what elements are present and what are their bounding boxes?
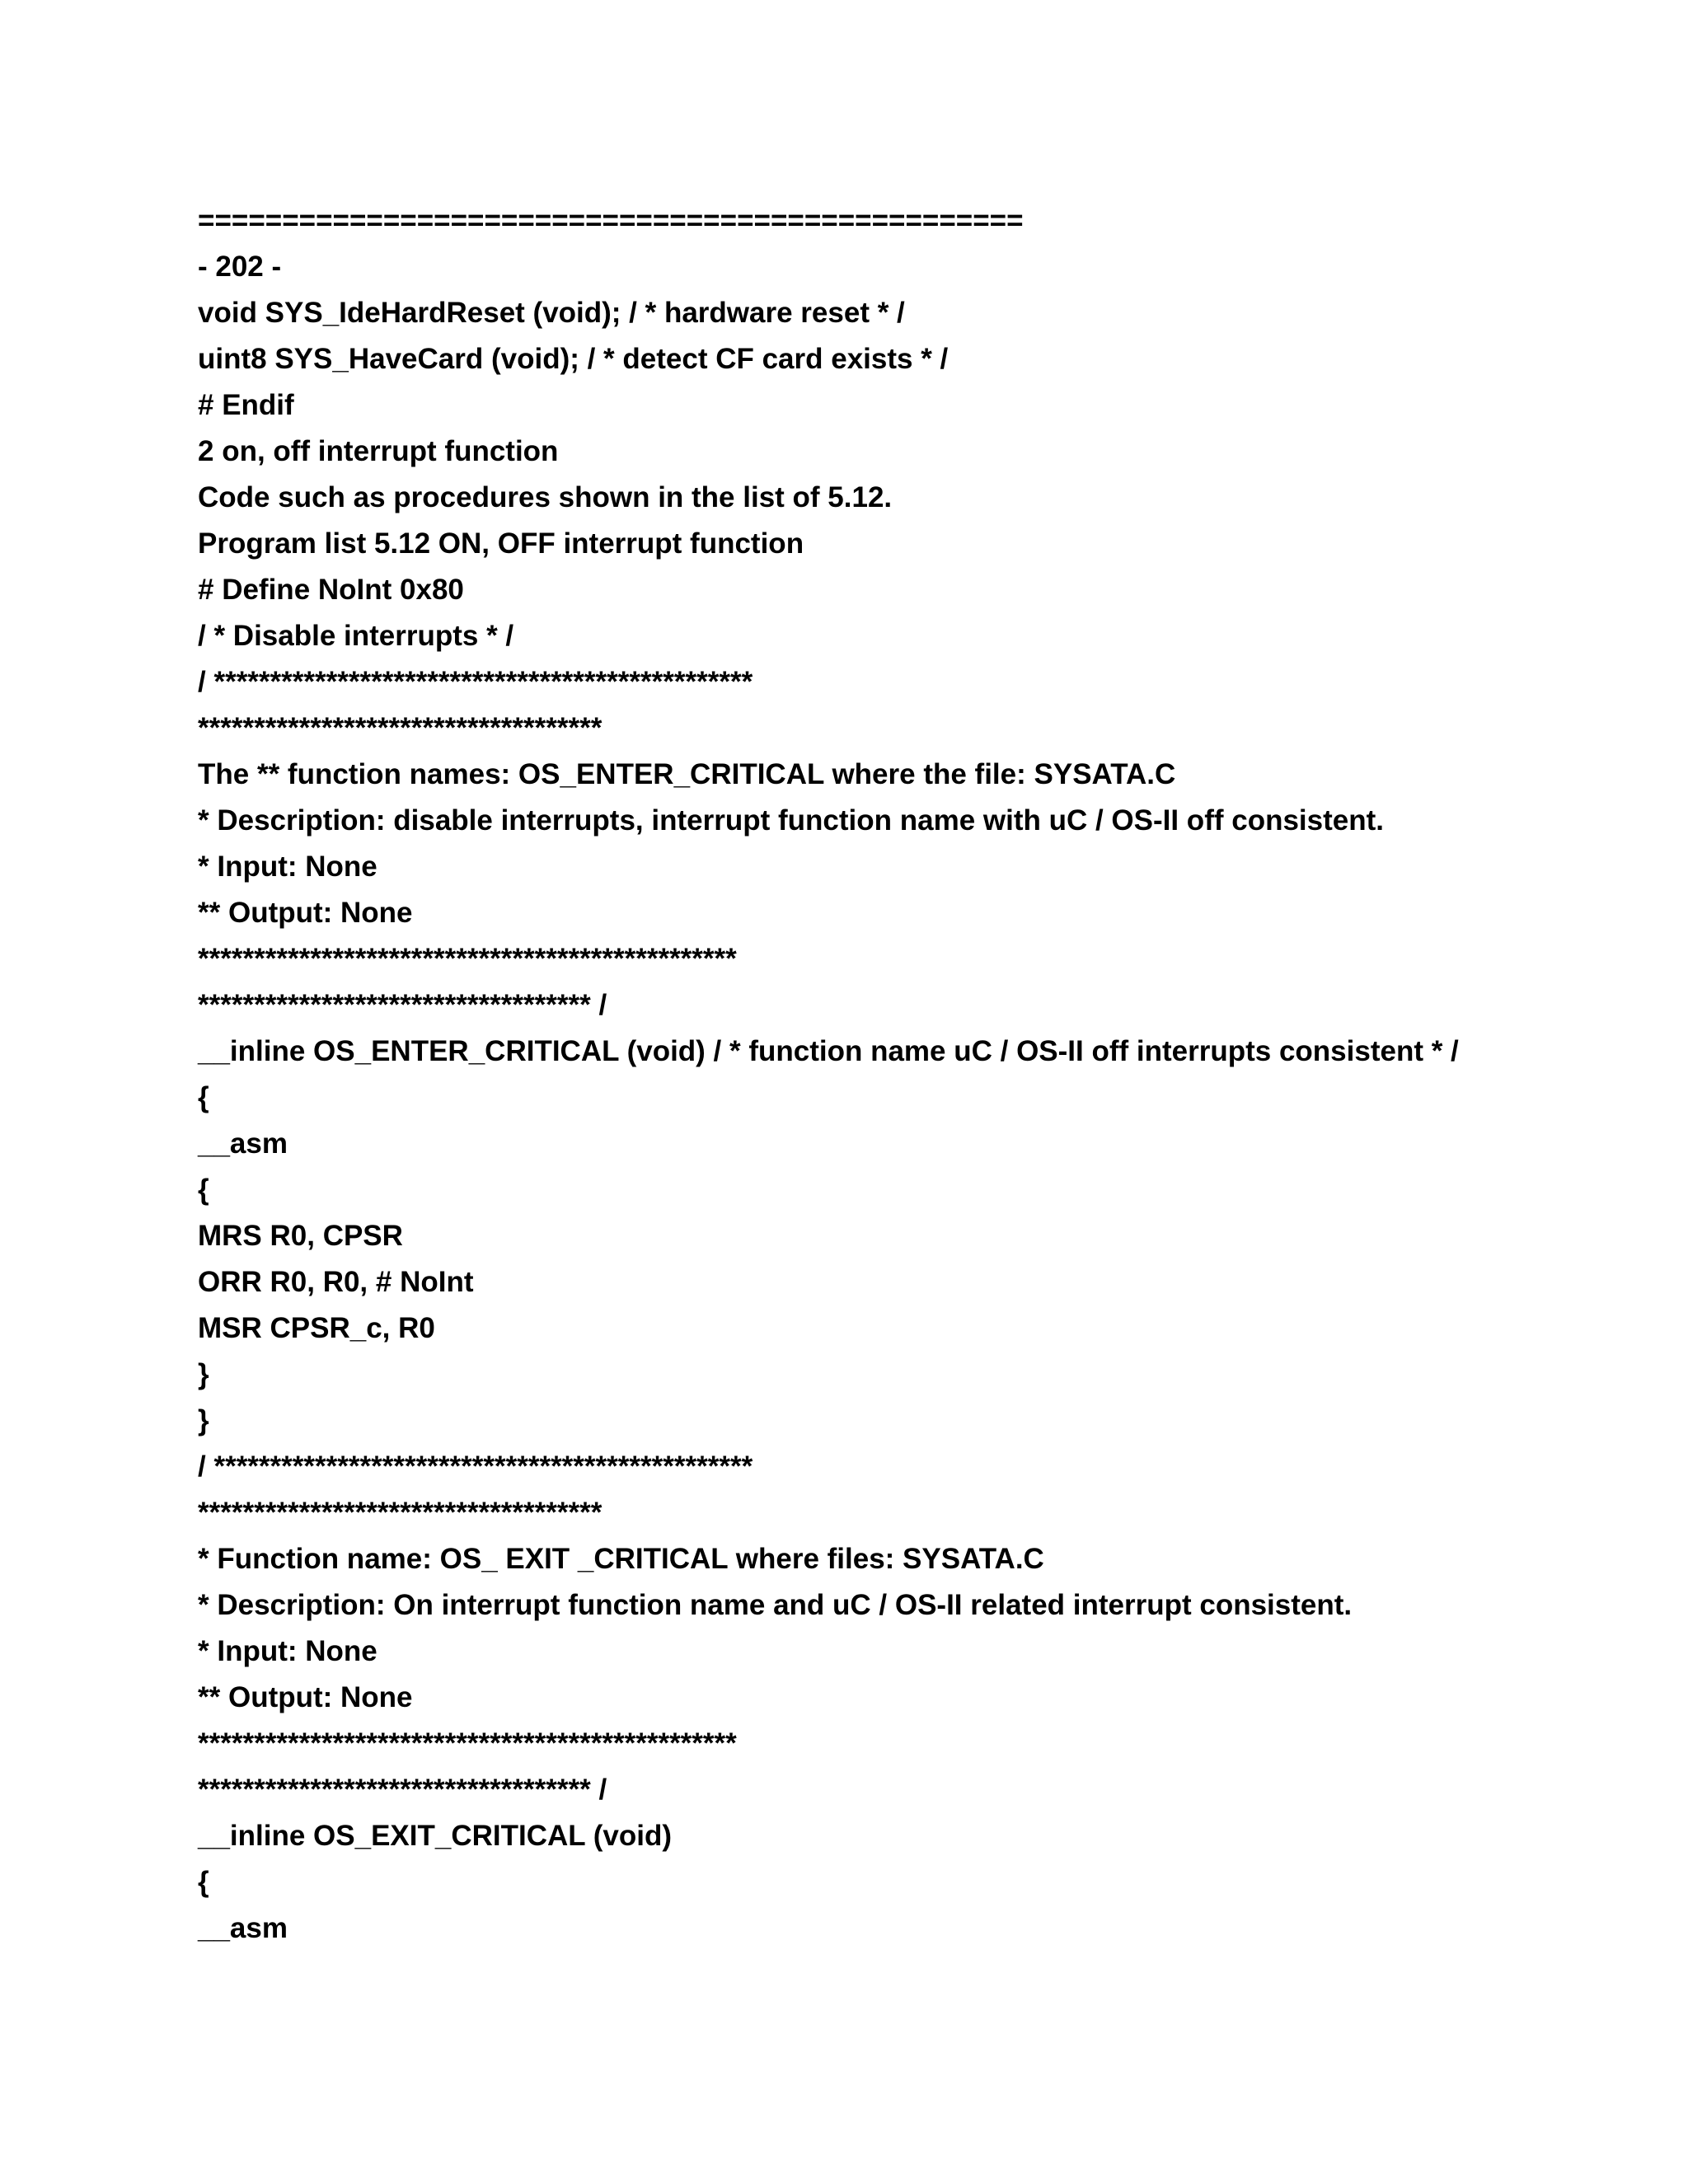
comment-border: ************************************************ bbox=[198, 1727, 737, 1760]
code-line: __asm bbox=[198, 1912, 288, 1944]
document-text-body bbox=[198, 198, 1550, 1952]
code-line: # Define NoInt 0x80 bbox=[198, 574, 464, 606]
comment-border: / ************************************************ bbox=[198, 666, 753, 698]
comment-line: * Description: disable interrupts, interrupt function name with uC / OS-II off consistent. bbox=[198, 804, 1384, 837]
comment-border: / ************************************************ bbox=[198, 1451, 753, 1483]
separator-line: ================================================= bbox=[198, 204, 1024, 237]
page-number: - 202 - bbox=[198, 251, 282, 283]
code-line: } bbox=[198, 1358, 209, 1390]
comment-line: * Function name: OS_ EXIT _CRITICAL where files: SYSATA.C bbox=[198, 1543, 1044, 1575]
code-line: { bbox=[198, 1081, 209, 1113]
code-line: __inline OS_EXIT_CRITICAL (void) bbox=[198, 1820, 673, 1852]
code-line: MSR CPSR_c, R0 bbox=[198, 1312, 435, 1344]
code-line: # Endif bbox=[198, 389, 294, 421]
section-heading: 2 on, off interrupt function bbox=[198, 435, 559, 467]
body-text: Code such as procedures shown in the list of 5.12. bbox=[198, 481, 893, 513]
code-line: void SYS_IdeHardReset (void); / * hardware reset * / bbox=[198, 297, 905, 329]
comment-line: The ** function names: OS_ENTER_CRITICAL where the file: SYSATA.C bbox=[198, 758, 1176, 790]
comment-line: * Input: None bbox=[198, 1635, 377, 1667]
code-line: __asm bbox=[198, 1127, 288, 1160]
comment-border: ************************************ bbox=[198, 1497, 603, 1529]
comment-line: ** Output: None bbox=[198, 1681, 413, 1713]
listing-caption: Program list 5.12 ON, OFF interrupt function bbox=[198, 527, 804, 560]
comment-line: * Description: On interrupt function name and uC / OS-II related interrupt consistent. bbox=[198, 1589, 1353, 1621]
code-line: uint8 SYS_HaveCard (void); / * detect CF card exists * / bbox=[198, 343, 949, 375]
comment-line: * Input: None bbox=[198, 851, 377, 883]
code-line: ORR R0, R0, # NoInt bbox=[198, 1266, 474, 1298]
code-line: } bbox=[198, 1404, 209, 1436]
code-line: __inline OS_ENTER_CRITICAL (void) / * function name uC / OS-II off interrupts consistent * / bbox=[198, 1035, 1459, 1067]
comment-border: *********************************** / bbox=[198, 989, 607, 1021]
code-line: { bbox=[198, 1174, 209, 1206]
comment-line: ** Output: None bbox=[198, 897, 413, 929]
code-comment: / * Disable interrupts * / bbox=[198, 620, 514, 652]
comment-border: *********************************** / bbox=[198, 1774, 607, 1806]
comment-border: ************************************ bbox=[198, 712, 603, 744]
code-line: MRS R0, CPSR bbox=[198, 1220, 403, 1252]
comment-border: ************************************************ bbox=[198, 943, 737, 975]
code-line: { bbox=[198, 1866, 209, 1898]
